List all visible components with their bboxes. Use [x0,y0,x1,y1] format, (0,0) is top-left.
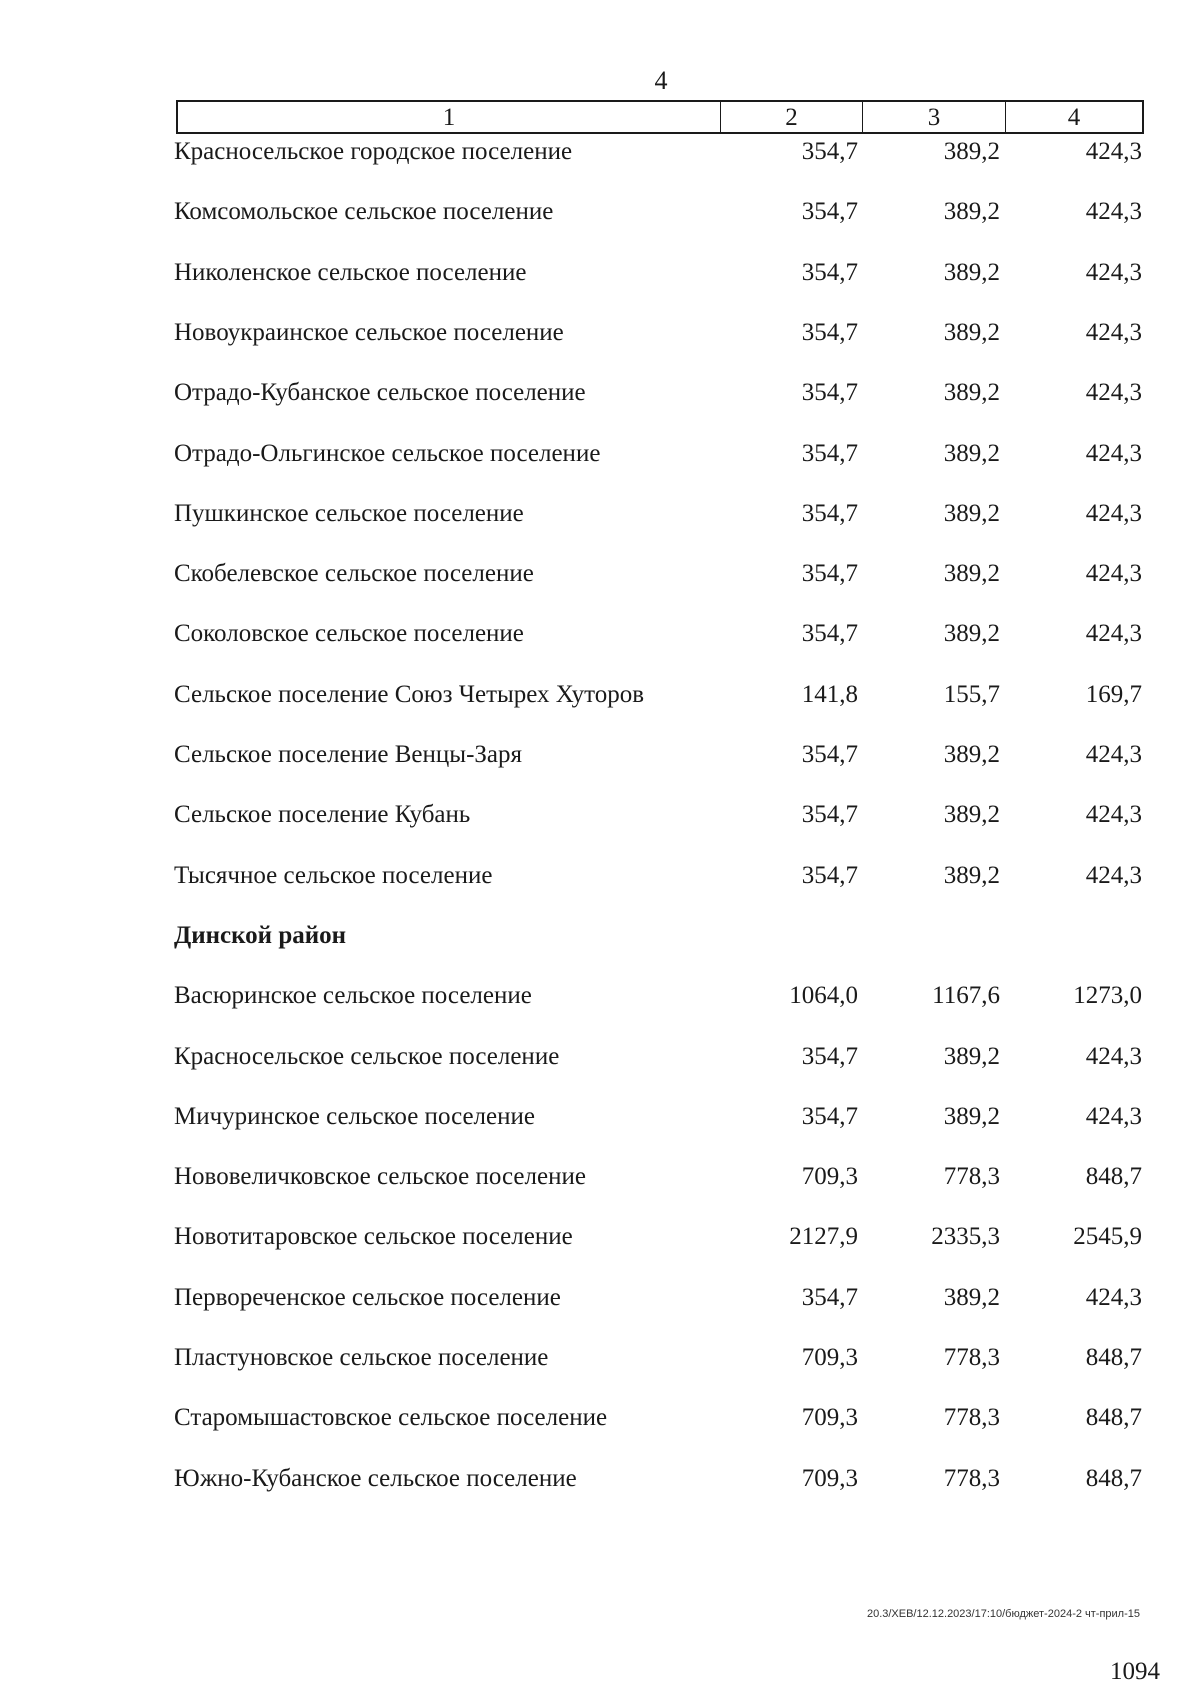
value-col-4: 848,7 [1085,1163,1142,1191]
value-col-2: 354,7 [801,499,858,527]
value-col-3: 389,2 [943,499,1000,527]
table-row [0,801,1200,841]
page-number: 4 [654,66,668,95]
value-col-4: 424,3 [1085,1283,1142,1311]
settlement-name: Пластуновское сельское поселение [174,1344,549,1371]
value-col-3: 2335,3 [931,1223,1000,1251]
table-row [0,560,1200,600]
document-code: 20.3/ХЕВ/12.12.2023/17:10/бюджет-2024-2 чт-прил-15 [866,1608,1140,1620]
value-col-4: 424,3 [1085,198,1142,226]
value-col-4: 424,3 [1085,138,1142,165]
value-col-2: 1064,0 [789,982,858,1010]
value-col-4: 424,3 [1085,1042,1142,1070]
value-col-4: 424,3 [1085,499,1142,527]
settlement-name: Старомышастовское сельское поселение [174,1404,608,1432]
table-row [0,379,1200,419]
value-col-3: 155,7 [943,680,1000,708]
value-col-3: 389,2 [943,138,1000,165]
value-col-2: 354,7 [801,138,858,165]
table-header [176,100,1144,134]
value-col-3: 389,2 [943,258,1000,286]
settlement-name: Новоукраинское сельское поселение [174,318,564,346]
settlement-name: Васюринское сельское поселение [174,982,532,1010]
value-col-4: 424,3 [1085,861,1142,889]
sheet-number: 1094 [1110,1658,1160,1685]
value-col-4: 848,7 [1085,1344,1142,1371]
table-row [0,1404,1200,1444]
table-row [0,259,1200,299]
value-col-3: 389,2 [943,560,1000,588]
table-row [0,138,1200,178]
table-row [0,500,1200,540]
table-row [0,1223,1200,1263]
value-col-3: 1167,6 [932,982,1000,1010]
value-col-2: 354,7 [801,560,858,588]
value-col-3: 389,2 [943,861,1000,889]
settlement-name: Отрадо-Кубанское сельское поселение [174,379,586,407]
table-row [0,741,1200,781]
table-row [0,198,1200,238]
value-col-3: 389,2 [943,379,1000,407]
value-col-3: 389,2 [943,1102,1000,1130]
value-col-2: 141,8 [801,680,858,708]
value-col-4: 424,3 [1085,258,1142,286]
table-row [0,620,1200,660]
table-row [0,1465,1200,1505]
value-col-2: 709,3 [801,1464,858,1492]
value-col-2: 354,7 [801,258,858,286]
table-row [0,1103,1200,1143]
value-col-4: 424,3 [1085,1102,1142,1130]
settlement-name: Сельское поселение Союз Четырех Хуторов [174,680,645,708]
settlement-name: Сельское поселение Кубань [174,801,471,829]
settlement-name: Сельское поселение Венцы-Заря [174,741,523,768]
table-row [0,681,1200,721]
value-col-4: 424,3 [1085,318,1142,346]
settlement-name: Красносельское сельское поселение [174,1042,560,1070]
header-col-3: 3 [862,102,1005,132]
table-row [0,1344,1200,1384]
value-col-4: 1273,0 [1073,982,1142,1010]
value-col-3: 389,2 [943,439,1000,467]
settlement-name: Соколовское сельское поселение [174,620,524,648]
value-col-2: 354,7 [801,1042,858,1070]
value-col-3: 389,2 [943,620,1000,648]
value-col-4: 424,3 [1085,560,1142,588]
value-col-4: 424,3 [1085,620,1142,648]
value-col-2: 354,7 [801,439,858,467]
value-col-2: 354,7 [801,1283,858,1311]
settlement-name: Южно-Кубанское сельское поселение [174,1464,577,1492]
value-col-4: 424,3 [1085,379,1142,407]
value-col-4: 848,7 [1085,1404,1142,1432]
table-row [0,319,1200,359]
value-col-3: 778,3 [943,1163,1000,1191]
section-heading-row [0,922,1200,962]
settlement-name: Тысячное сельское поселение [174,861,493,889]
value-col-2: 709,3 [801,1404,858,1432]
value-col-4: 169,7 [1085,680,1142,708]
settlement-name: Красносельское городское поселение [174,138,573,165]
settlement-name: Скобелевское сельское поселение [174,560,534,588]
settlement-name: Пушкинское сельское поселение [174,499,524,527]
value-col-2: 354,7 [801,1102,858,1130]
table-row [0,1284,1200,1324]
settlement-name: Нововеличковское сельское поселение [174,1163,586,1191]
value-col-4: 424,3 [1085,439,1142,467]
value-col-2: 354,7 [801,861,858,889]
value-col-3: 389,2 [943,318,1000,346]
value-col-2: 354,7 [801,801,858,829]
value-col-4: 2545,9 [1073,1223,1142,1251]
value-col-4: 424,3 [1085,801,1142,829]
value-col-2: 709,3 [801,1344,858,1371]
value-col-2: 354,7 [801,620,858,648]
settlement-name: Новотитаровское сельское поселение [174,1223,573,1251]
value-col-3: 389,2 [943,198,1000,226]
value-col-2: 354,7 [801,741,858,768]
table-row [0,440,1200,480]
value-col-2: 709,3 [801,1163,858,1191]
value-col-3: 778,3 [943,1404,1000,1432]
table-row [0,862,1200,902]
value-col-4: 424,3 [1085,741,1142,768]
value-col-3: 389,2 [943,1283,1000,1311]
table-row [0,1043,1200,1083]
settlement-name: Комсомольское сельское поселение [174,198,554,226]
value-col-2: 354,7 [801,198,858,226]
table-row [0,982,1200,1022]
settlement-name: Отрадо-Ольгинское сельское поселение [174,439,601,467]
settlement-name: Николенское сельское поселение [174,258,527,286]
value-col-2: 354,7 [801,318,858,346]
section-title: Динской район [174,921,347,949]
value-col-3: 778,3 [943,1344,1000,1371]
value-col-3: 389,2 [943,1042,1000,1070]
header-col-1: 1 [442,104,456,131]
value-col-3: 389,2 [943,801,1000,829]
table-row [0,1163,1200,1203]
value-col-2: 2127,9 [789,1223,858,1251]
header-col-2: 2 [720,102,862,132]
value-col-4: 848,7 [1085,1464,1142,1492]
value-col-2: 354,7 [801,379,858,407]
value-col-3: 389,2 [943,741,1000,768]
settlement-name: Мичуринское сельское поселение [174,1102,535,1130]
header-col-4: 4 [1005,102,1142,132]
value-col-3: 778,3 [943,1464,1000,1492]
settlement-name: Первореченское сельское поселение [174,1283,561,1311]
